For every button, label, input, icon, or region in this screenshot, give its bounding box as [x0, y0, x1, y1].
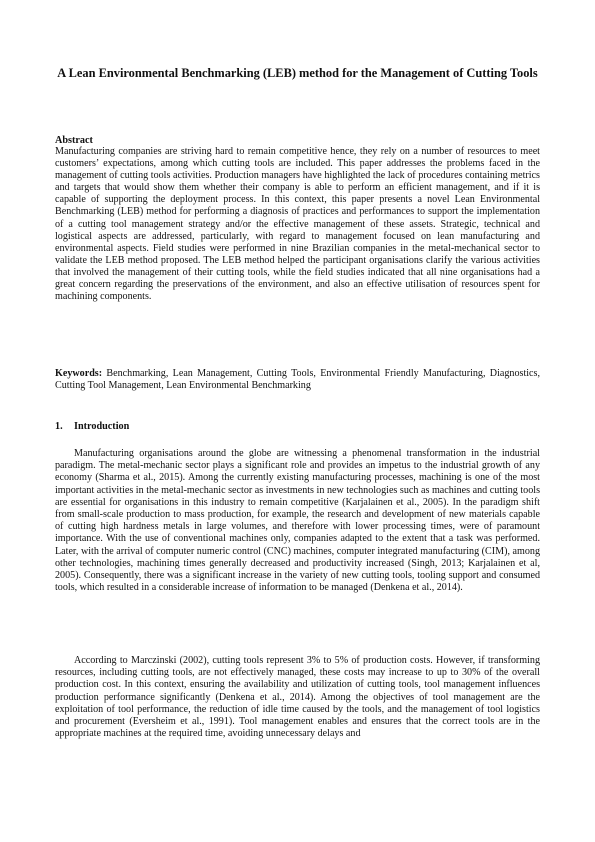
section-title: Introduction: [74, 421, 130, 432]
paper-title: A Lean Environmental Benchmarking (LEB) method for the Management of Cutting Tools: [57, 66, 538, 80]
section-number: 1.: [55, 421, 63, 432]
keywords-label: Keywords:: [55, 368, 103, 379]
keywords: [55, 368, 540, 392]
keywords-text: Benchmarking, Lean Management, Cutting Tools, Environmental Friendly Manufacturing, Diagnostics, Cutting Tool Management, Lean Environmental Benchmarking: [55, 368, 540, 392]
paragraph: According to Marczinski (2002), cutting tools represent 3% to 5% of production costs. However, if transforming resources, including cutting tools, are not effectively managed, these costs may increase to up to 30% of the overall production cost. In this context, ensuring the availability and utilization of cutting tools, tool management influences production performance significantly (Denkena et al., 2014). Among the objectives of tool management are the exploitation of tool performance, the reduction of idle time caused by the tools, and the management of tool logistics and procurement (Eversheim et al., 1991). Tool management enables and ensures that the correct tools are in the appropriate machines at the required time, avoiding unnecessary delays and: [55, 655, 540, 740]
section-heading: [55, 421, 129, 433]
paragraph: Manufacturing organisations around the globe are witnessing a phenomenal transformation in the industrial paradigm. The metal-mechanic sector plays a significant role and provides an impetus to the industrial growth of any economy (Sharma et al., 2015). Among the currently existing manufacturing processes, machining is one of the most important activities in the metal-mechanic sector as investments in new technologies such as machines and cutting tools are essential for organisations in this industry to remain competitive (Karjalainen et al., 2005). In the paradigm shift from small-scale production to mass production, for example, the research and development of new materials capable of cutting high hardness metals in large volumes, and therefore with lower processing times, were of paramount importance. With the use of conventional machines only, companies adapted to the extent that a task was performed. Later, with the arrival of computer numeric control (CNC) machines, computer integrated manufacturing (CIM), among other technologies, machining times generally decreased and productivity increased (Singh, 2013; Karjalainen et al, 2005). Consequently, there was a significant increase in the variety of new cutting tools, tooling support and consumed tools, which resulted in a considerable increase of information to be managed (Denkena et al., 2014).: [55, 448, 540, 594]
abstract-text: Manufacturing companies are striving hard to remain competitive hence, they rely on a number of resources to meet customers’ expectations, among which cutting tools are included. This paper addresses the problems faced in the management of cutting tools activities. Production managers have highlighted the lack of procedures containing metrics and targets that would show them whether their company is able to perform an efficient management, and if it is capable of supporting the deployment process. In this context, this paper presents a novel Lean Environmental Benchmarking (LEB) method for performing a diagnosis of practices and performances to support the implementation of a cutting tool management strategy and/or the effective management of these assets. Strategic, technical and logistical aspects are addressed, particularly, with regard to management focused on lean manufacturing and environmental aspects. Field studies were performed in nine Brazilian companies in the metal-mechanical sector to validate the LEB method proposed. The LEB method helped the participant organisations clarify the various activities that involved the management of their cutting tools, while the field studies indicated that all nine organisations had a great concern regarding the preservations of the environment, and also an effective utilisation of resources spent for machining components.: [55, 146, 540, 303]
abstract-heading: Abstract: [55, 135, 93, 146]
